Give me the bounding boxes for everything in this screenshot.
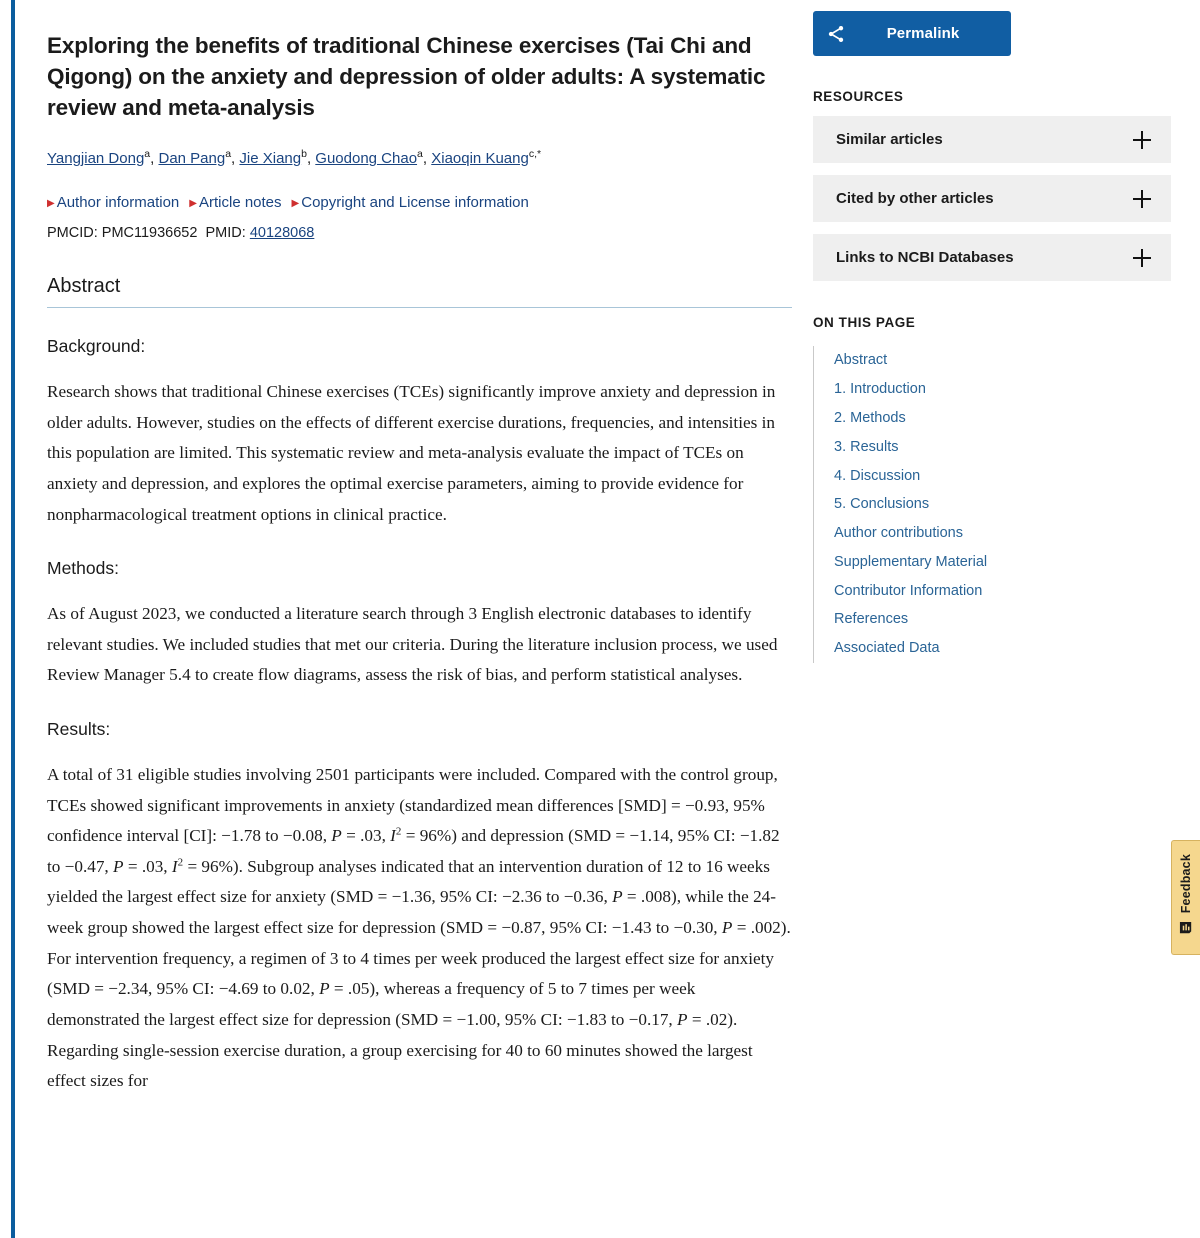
plus-icon[interactable] bbox=[1132, 189, 1152, 209]
author-information-link[interactable] bbox=[47, 194, 179, 211]
triangle-right-icon: ▶ bbox=[189, 198, 197, 210]
toc-item-references[interactable]: References bbox=[834, 611, 909, 628]
abstract-results-text bbox=[47, 760, 792, 1097]
abstract-heading: Abstract bbox=[47, 275, 792, 308]
toc-item-methods[interactable]: 2. Methods bbox=[834, 409, 906, 426]
resources-heading: RESOURCES bbox=[813, 89, 904, 104]
accordion-item-ncbi-databases[interactable] bbox=[813, 234, 1171, 281]
abstract-background-text: Research shows that traditional Chinese exercises (TCEs) significantly improve anxiety and depression in older adults. However, studies on the effects of different exercise durations, frequencies, and intensities in this population are limited. This systematic review and meta-analysis evaluate the impact of TCEs on anxiety and depression, and explores the optimal exercise parameters, aiming to provide evidence for nonpharmacological treatment options in clinical practice. bbox=[47, 382, 776, 524]
triangle-right-icon: ▶ bbox=[47, 198, 55, 210]
abstract-results-heading: Results: bbox=[47, 719, 111, 740]
abstract-methods-heading: Methods: bbox=[47, 558, 119, 579]
results-fragment: = 96%) and depression (SMD = −1.14, 95% CI: −1.82 to −0.47, bbox=[47, 826, 780, 876]
superscript-two: 2 bbox=[395, 825, 402, 838]
article-main-column bbox=[47, 0, 792, 1114]
results-fragment: = .03, bbox=[341, 826, 391, 846]
author-affiliation: a bbox=[144, 148, 151, 161]
permalink-label: Permalink bbox=[886, 25, 960, 42]
toc-item-discussion[interactable]: 4. Discussion bbox=[834, 467, 921, 484]
accordion-item-similar-articles[interactable] bbox=[813, 116, 1171, 163]
resources-accordion bbox=[813, 116, 1171, 281]
abstract-background-heading: Background: bbox=[47, 336, 146, 357]
accordion-label: Cited by other articles bbox=[836, 190, 994, 207]
italic-p-symbol: P bbox=[677, 1009, 688, 1029]
author-link[interactable]: Guodong Chao bbox=[315, 150, 418, 168]
feedback-tab[interactable] bbox=[1171, 840, 1200, 955]
italic-p-symbol: P bbox=[721, 918, 733, 938]
results-fragment: = .008), while the 24-week group showed the largest effect size for depression (SMD = −0.87, 95% CI: −1.43 to −0.30, bbox=[47, 887, 776, 938]
italic-i-symbol: I bbox=[171, 856, 178, 876]
italic-i-symbol: I bbox=[390, 826, 396, 846]
author-affiliation: a bbox=[225, 148, 232, 161]
article-notes-label: Article notes bbox=[198, 194, 282, 212]
toc-item-author-contributions[interactable]: Author contributions bbox=[834, 525, 963, 542]
pmid-link[interactable]: 40128068 bbox=[249, 225, 315, 242]
superscript-two: 2 bbox=[177, 856, 184, 869]
results-fragment: = .03, bbox=[123, 856, 172, 876]
author-link[interactable]: Xiaoqin Kuang bbox=[431, 150, 529, 168]
accordion-label: Similar articles bbox=[836, 131, 943, 148]
right-sidebar bbox=[813, 0, 1171, 663]
toc-item-introduction[interactable]: 1. Introduction bbox=[834, 381, 926, 398]
pmcid-value: PMC11936652 bbox=[101, 225, 198, 242]
triangle-right-icon: ▶ bbox=[291, 198, 300, 210]
author-link[interactable]: Yangjian Dong bbox=[47, 150, 145, 168]
toc-item-associated-data[interactable]: Associated Data bbox=[834, 640, 940, 657]
italic-p-symbol: P bbox=[331, 826, 342, 846]
on-this-page-heading: ON THIS PAGE bbox=[813, 315, 916, 330]
results-fragment: A total of 31 eligible studies involving 2501 participants were included. Compared with the control group, TCEs showed significant improvements in anxiety (standardized mean differences [SMD] = −0.93, 95% confidence interval [CI]: −1.78 to −0.08, bbox=[47, 765, 778, 846]
pmid-label: PMID: bbox=[205, 225, 246, 242]
permalink-button[interactable] bbox=[813, 11, 1011, 56]
chart-icon bbox=[1179, 921, 1194, 941]
toc-item-contributor-information[interactable]: Contributor Information bbox=[834, 582, 983, 599]
toc-item-conclusions[interactable]: 5. Conclusions bbox=[834, 496, 930, 513]
page-title: Exploring the benefits of traditional Chinese exercises (Tai Chi and Qigong) on the anxiety and depression of older adults: A systematic review and meta-analysis bbox=[47, 33, 766, 121]
author-affiliation: b bbox=[301, 148, 307, 161]
italic-p-symbol: P bbox=[113, 856, 124, 876]
toc-item-results[interactable]: 3. Results bbox=[834, 438, 899, 455]
accordion-label: Links to NCBI Databases bbox=[836, 249, 1014, 266]
identifier-line bbox=[47, 225, 792, 241]
share-icon bbox=[813, 24, 859, 44]
pmcid-label: PMCID: bbox=[47, 225, 98, 242]
author-affiliation: a bbox=[417, 148, 423, 161]
copyright-license-label: Copyright and License information bbox=[301, 194, 529, 212]
accordion-item-cited-by[interactable] bbox=[813, 175, 1171, 222]
results-fragment: = .05), whereas a frequency of 5 to 7 times per week demonstrated the largest effect size for depression (SMD = −1.00, 95% CI: −1.83 to −0.17, bbox=[47, 979, 696, 1029]
table-of-contents bbox=[813, 346, 1171, 663]
abstract-methods-text: As of August 2023, we conducted a literature search through 3 English electronic databases to identify relevant studies. We included studies that met our criteria. During the literature inclusion process, we used Review Manager 5.4 to create flow diagrams, assess the risk of bias, and perform statistical analyses. bbox=[47, 604, 778, 685]
feedback-label: Feedback bbox=[1179, 854, 1193, 914]
article-notes-link[interactable] bbox=[189, 194, 281, 211]
author-link[interactable]: Dan Pang bbox=[158, 150, 226, 168]
plus-icon[interactable] bbox=[1132, 248, 1152, 268]
italic-p-symbol: P bbox=[612, 887, 623, 907]
results-fragment: = .02). Regarding single-session exercise duration, a group exercising for 40 to 60 minutes showed the largest effect sizes for bbox=[47, 1009, 753, 1091]
article-notes-links bbox=[47, 192, 792, 213]
author-affiliation: c,* bbox=[528, 148, 542, 161]
plus-icon[interactable] bbox=[1132, 130, 1152, 150]
author-information-label: Author information bbox=[56, 194, 180, 212]
copyright-license-link[interactable] bbox=[292, 194, 529, 211]
toc-item-abstract[interactable]: Abstract bbox=[834, 352, 888, 369]
author-list: Yangjian Dong$^a$, Dan Pang$^a$, Jie Xiang$^b$, Guodong Chao$^a$, Xiaoqin Kuang$^{c,*}$ bbox=[47, 148, 542, 168]
results-fragment: = .002). For intervention frequency, a regimen of 3 to 4 times per week produced the largest effect size for anxiety (SMD = −2.34, 95% CI: −4.69 to 0.02, bbox=[47, 918, 791, 999]
author-link[interactable]: Jie Xiang bbox=[239, 150, 302, 168]
results-fragment: = 96%). Subgroup analyses indicated that an intervention duration of 12 to 16 weeks yielded the largest effect size for anxiety (SMD = −1.36, 95% CI: −2.36 to −0.36, bbox=[47, 856, 770, 907]
italic-p-symbol: P bbox=[319, 979, 330, 999]
toc-item-supplementary-material[interactable]: Supplementary Material bbox=[834, 553, 988, 570]
